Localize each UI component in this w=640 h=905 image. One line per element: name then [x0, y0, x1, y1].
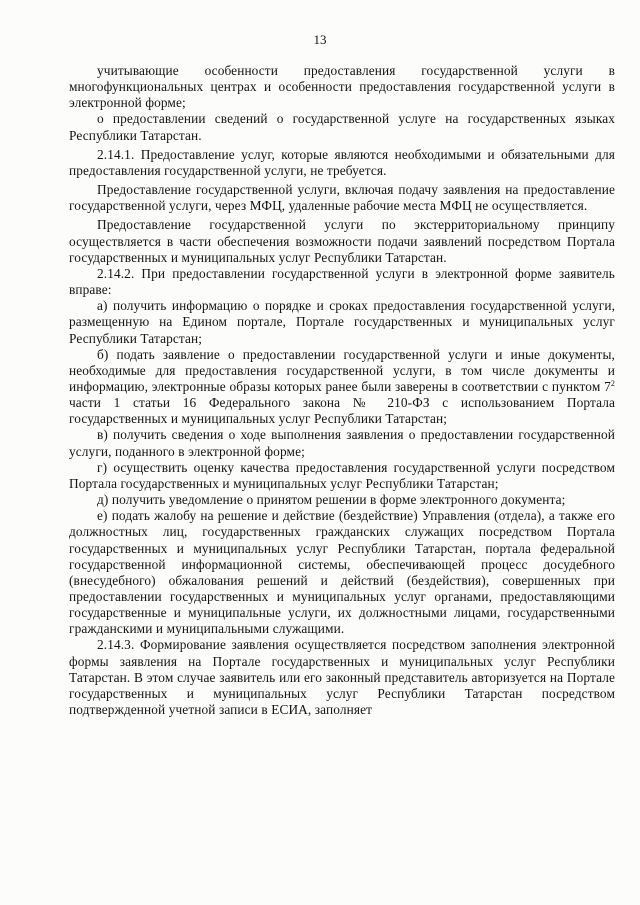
page-number: 13 [313, 32, 327, 47]
paragraph-mfc-features: учитывающие особенности предоставления государственной услуги в многофункциональных центрах и особенности предоставления государственной услуги в электронной форме; [69, 63, 615, 111]
paragraph-mfc-not-provided: Предоставление государственной услуги, включая подачу заявления на предоставление государственной услуги, через МФЦ, удаленные рабочие места МФЦ не осуществляется. [69, 182, 615, 214]
list-item-a: а) получить информацию о порядке и сроках предоставления государственной услуги, размещенную на Едином портале, Портале государственных и муниципальных услуг Республики Татарстан; [69, 298, 615, 346]
list-item-v: в) получить сведения о ходе выполнения заявления о предоставлении государственной услуги, поданного в электронной форме; [69, 427, 615, 459]
list-item-b-text-cont: части 1 статьи 16 Федерального закона № 210-ФЗ с использованием Портала государственных и муниципальных услуг Республики Татарстан; [69, 395, 615, 427]
document-body [69, 63, 615, 718]
list-item-b [69, 347, 615, 428]
list-item-e: е) подать жалобу на решение и действие (бездействие) Управления (отдела), а также его должностных лиц, государственных гражданских служащих посредством Портала государственных и муниципальных услуг Республики Татарстан, портала федеральной государственной информационной системы, обеспечивающей процесс досудебного (внесудебного) обжалования решений и действий (бездействия), совершенных при предоставлении государственных и муниципальных услуг органами, предоставляющими государственные и муниципальные услуги, их должностными лицами, государственными гражданскими и муниципальными служащими. [69, 508, 615, 637]
paragraph-2-14-2: 2.14.2. При предоставлении государственной услуги в электронной форме заявитель вправе: [69, 265, 615, 298]
paragraph-2-14-1: 2.14.1. Предоставление услуг, которые являются необходимыми и обязательными для предоставления государственной услуги, не требуется. [69, 146, 615, 178]
paragraph-extraterritorial: Предоставление государственной услуги по экстерриториальному принципу осуществляется в части обеспечения возможности подачи заявлений посредством Портала государственных и муниципальных услуг Республики Татарстан. [69, 217, 615, 265]
paragraph-2-14-3: 2.14.3. Формирование заявления осуществляется посредством заполнения электронной формы заявления на Портале государственных и муниципальных услуг Республики Татарстан. В этом случае заявитель или его законный представитель авторизуется на Портале государственных и муниципальных услуг Республики Татарстан посредством подтвержденной учетной записи в ЕСИА, заполняет [69, 637, 615, 718]
superscript: 2 [610, 378, 615, 388]
list-item-g: г) осуществить оценку качества предоставления государственной услуги посредством Портала государственных и муниципальных услуг Республики Татарстан; [69, 459, 615, 491]
paragraph-state-languages: о предоставлении сведений о государственной услуге на государственных языках Республики Татарстан. [69, 111, 615, 143]
list-item-b-text: б) подать заявление о предоставлении государственной услуги и иные документы, необходимые для предоставления государственной услуги, в том числе документы и информацию, электронные образы которых ранее были заверены в соответствии с пунктом 7 [69, 346, 615, 394]
list-item-d: д) получить уведомление о принятом решении в форме электронного документа; [97, 492, 566, 508]
